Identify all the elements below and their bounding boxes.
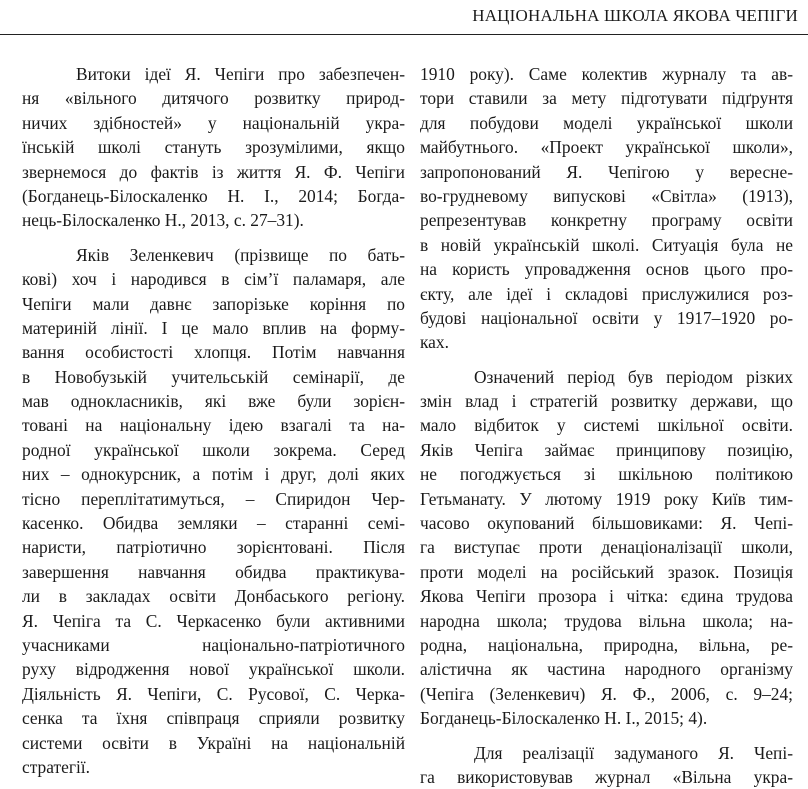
paragraph (420, 365, 793, 731)
text-line: сенка та їхня співпраця сприяли розвитку (22, 708, 405, 729)
text-line: завершення навчання обидва практикува- (22, 561, 405, 582)
text-line: материній лінії. І це мало вплив на форму- (22, 317, 405, 338)
text-line: змін влад і стратегій розвитку держави, що (420, 391, 793, 412)
text-line: наристи, патріотично зорієнтовані. Після (22, 537, 405, 558)
text-line: вання особистості хлопця. Потім навчання (22, 342, 405, 363)
text-line: товані на національну ідею взагалі та на- (22, 415, 405, 436)
text-line: будові національної освіти у 1917–1920 ро- (420, 307, 793, 328)
paragraph-gap (420, 355, 793, 365)
text-line: (Чепіга (Зеленкевич) Я. Ф., 2006, с. 9–24; (420, 683, 793, 704)
text-line: алістична як частина народного організму (420, 659, 793, 680)
text-line: Для реалізації задуманого Я. Чепі- (474, 742, 793, 763)
text-line: кові) хоч і народився в сім’ї паламаря, але (22, 269, 405, 290)
text-line: єкту, але ідеї і складові прислужилися роз- (420, 283, 793, 304)
text-line: часово окупований більшовиками: Я. Чепі- (420, 513, 793, 534)
text-line: ничих здібностей» у національній укра- (22, 112, 405, 133)
paragraph (420, 62, 793, 355)
text-line: (Богданець-Білоскаленко Н. І., 2014; Богда- (22, 185, 405, 206)
text-line: Чепіги мали давнє запорізьке коріння по (22, 293, 405, 314)
text-line: родна, національна, природна, вільна, ре- (420, 634, 793, 655)
text-line: Означений період був періодом різких (474, 366, 793, 387)
text-line: Діяльність Я. Чепіги, С. Русової, С. Черка- (22, 683, 405, 704)
text-line: Гетьманату. У лютому 1919 року Київ тим- (420, 488, 793, 509)
text-line: запропонований Я. Чепігою у вересне- (420, 161, 793, 182)
text-line: них – однокурсник, а потім і друг, долі яких (22, 464, 405, 485)
text-line: тісно переплітатимуться, – Спиридон Чер- (22, 488, 405, 509)
text-line: проти моделі на російський зразок. Позиція (420, 561, 793, 582)
text-line: учасниками національно-патріотичного (22, 634, 405, 655)
paragraph-gap (22, 233, 405, 243)
text-line: Якова Чепіги прозора і чітка: єдина трудова (420, 586, 793, 607)
text-line: га використовував журнал «Вільна укра- (420, 766, 793, 787)
text-line: стратегії. (22, 756, 90, 777)
right-column (420, 62, 793, 789)
header-rule (0, 34, 808, 35)
text-line: Витоки ідеї Я. Чепіги про забезпечен- (76, 64, 405, 84)
text-line: 1910 року). Саме колектив журналу та ав- (420, 64, 793, 84)
text-line: системи освіти в Україні на національній (22, 732, 405, 753)
text-line: Яків Зеленкевич (прізвище по бать- (76, 244, 405, 265)
text-line: народна школа; трудова вільна школа; на- (420, 610, 793, 631)
text-line: га виступає проти денаціоналізації школи, (420, 537, 793, 558)
text-line: в новій українській школі. Ситуація була не (420, 234, 793, 255)
text-line: ня «вільного дитячого розвитку природ- (22, 88, 405, 109)
text-line: для побудови моделі української школи (420, 112, 793, 133)
text-line: родної української школи зокрема. Серед (22, 439, 405, 460)
paragraph (22, 243, 405, 780)
text-line: Яків Чепіга займає принципову позицію, (420, 439, 793, 460)
text-line: во-грудневому випускові «Світла» (1913), (420, 185, 793, 206)
text-line: репрезентував конкретну програму освіти (420, 210, 793, 231)
text-line: мав однокласників, які вже були зорієн- (22, 391, 405, 412)
text-line: на користь упровадження основ цього про- (420, 259, 793, 280)
paragraph (22, 62, 405, 233)
text-line: не погоджується зі шкільною політикою (420, 464, 793, 485)
text-line: Богданець-Білоскаленко Н. І., 2015; 4). (420, 708, 708, 729)
text-line: Я. Чепіга та С. Черкасенко були активними (22, 610, 405, 631)
text-line: руху відродження нової української школи. (22, 659, 405, 680)
left-column (22, 62, 405, 779)
text-line: в Новобузькій учительській семінарії, де (22, 366, 405, 387)
text-line: тори ставили за мету підготувати підґрунтя (420, 88, 793, 109)
text-line: мало відбиток у системі шкільної освіти. (420, 415, 793, 436)
text-line: їнській школі стануть зрозумілими, якщо (22, 137, 405, 158)
text-line: касенко. Обидва земляки – старанні семі- (22, 513, 405, 534)
paragraph-gap (420, 731, 793, 741)
text-line: ках. (420, 332, 449, 353)
text-line: ли в закладах освіти Донбаського регіону. (22, 586, 405, 607)
running-header: НАЦІОНАЛЬНА ШКОЛА ЯКОВА ЧЕПІГИ (472, 6, 798, 25)
text-line: майбутнього. «Проект української школи», (420, 137, 793, 158)
text-line: звернемося до фактів із життя Я. Ф. Чепіги (22, 161, 405, 182)
text-line: нець-Білоскаленко Н., 2013, с. 27–31). (22, 210, 304, 231)
paragraph (420, 741, 793, 789)
